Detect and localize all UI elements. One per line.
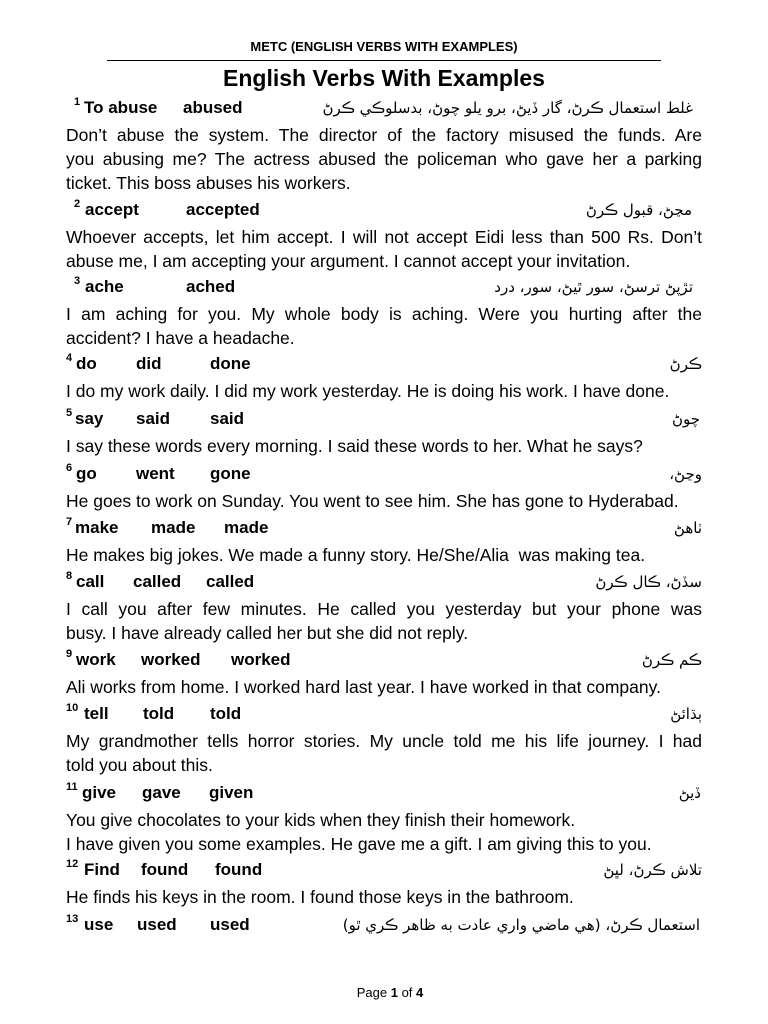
entry-number: 12	[66, 858, 79, 870]
base-form: give	[82, 783, 117, 802]
base-form: do	[76, 354, 97, 373]
verb-entry	[0, 702, 768, 777]
sindhi-meaning: سڏڻ، ڪال ڪرڻ	[595, 573, 702, 591]
running-header: METC (ENGLISH VERBS WITH EXAMPLES)	[250, 39, 518, 54]
verb-forms-row	[0, 648, 768, 675]
past-participle-form: found	[215, 860, 263, 879]
example-line: you abusing me? The actress abused the policeman who gave her a parking	[66, 149, 702, 169]
example-line: My grandmother tells horror stories. My uncle told me his life journey. I had	[66, 731, 702, 751]
base-form: use	[84, 915, 114, 934]
of-label: of	[401, 985, 413, 1000]
base-form: call	[76, 572, 105, 591]
past-form: said	[136, 409, 171, 428]
base-form: ache	[85, 277, 124, 296]
base-form: work	[76, 650, 116, 669]
example-line: ticket. This boss abuses his workers.	[66, 173, 351, 193]
base-form: tell	[84, 704, 109, 723]
verb-entry	[0, 462, 768, 513]
past-form: did	[136, 354, 162, 373]
example-line: Don’t abuse the system. The director of the factory misused the funds. Are	[66, 125, 702, 145]
entry-number: 7	[66, 516, 73, 528]
entry-number: 8	[66, 570, 73, 582]
entry-number: 6	[66, 462, 73, 474]
verb-entry	[0, 96, 768, 195]
verb-entry	[0, 570, 768, 645]
verb-entry	[0, 648, 768, 699]
past-form: used	[137, 915, 177, 934]
sindhi-meaning: استعمال ڪرڻ، (هي ماضي واري عادت به ظاهر ڪري ٿو)	[342, 916, 700, 934]
example-line: Whoever accepts, let him accept. I will not accept Eidi less than 500 Rs. Don’t	[66, 227, 702, 247]
sindhi-meaning: ڪرڻ	[669, 355, 702, 373]
example-line: He makes big jokes. We made a funny story. He/She/Alia was making tea.	[66, 545, 646, 565]
past-form: abused	[183, 98, 243, 117]
past-form: gave	[142, 783, 181, 802]
base-form: To abuse	[84, 98, 158, 117]
verb-forms-row	[0, 275, 768, 302]
past-participle-form: told	[210, 704, 242, 723]
past-form: called	[133, 572, 182, 591]
base-form: go	[76, 464, 97, 483]
past-participle-form: used	[210, 915, 250, 934]
verb-forms-row	[0, 702, 768, 729]
sindhi-meaning: ٺاهڻ	[673, 519, 702, 537]
past-participle-form: done	[210, 354, 251, 373]
entry-number: 3	[74, 275, 81, 287]
verb-forms-row	[0, 96, 768, 123]
sindhi-meaning: چوڻ	[671, 410, 700, 428]
sindhi-meaning: مڃڻ، قبول ڪرڻ	[585, 201, 692, 219]
past-form: accepted	[186, 200, 260, 219]
verb-entry	[0, 858, 768, 909]
past-form: went	[136, 464, 175, 483]
example-line: He goes to work on Sunday. You went to see him. She has gone to Hyderabad.	[66, 491, 679, 511]
document-title: English Verbs With Examples	[223, 65, 545, 91]
entry-number: 9	[66, 648, 73, 660]
past-participle-form: given	[209, 783, 254, 802]
current-page-number: 1	[390, 985, 398, 1000]
verb-forms-row	[0, 570, 768, 597]
example-line: He finds his keys in the room. I found those keys in the bathroom.	[66, 887, 574, 907]
header-divider	[107, 60, 661, 61]
base-form: say	[75, 409, 104, 428]
sindhi-meaning: ڪم ڪرڻ	[641, 651, 702, 669]
verb-entry	[0, 198, 768, 273]
verb-entry	[0, 516, 768, 567]
verb-forms-row	[0, 858, 768, 885]
example-line: busy. I have already called her but she did not reply.	[66, 623, 469, 643]
example-line: I call you after few minutes. He called you yesterday but your phone was	[66, 599, 702, 619]
entry-number: 1	[74, 96, 81, 108]
past-participle-form: worked	[231, 650, 291, 669]
past-participle-form: gone	[210, 464, 251, 483]
base-form: accept	[85, 200, 139, 219]
example-line: told you about this.	[66, 755, 213, 775]
verb-entry	[0, 781, 768, 856]
sindhi-meaning: غلط استعمال ڪرڻ، گار ڏيڻ، برو يلو چوڻ، بدسلوڪي ڪرڻ	[322, 99, 693, 117]
verb-forms-row	[0, 462, 768, 489]
past-form: made	[151, 518, 196, 537]
verb-forms-row	[0, 407, 768, 434]
past-form: worked	[141, 650, 201, 669]
example-line: accident? I have a headache.	[66, 328, 295, 348]
entry-number: 4	[66, 352, 73, 364]
base-form: make	[75, 518, 119, 537]
example-line: Ali works from home. I worked hard last year. I have worked in that company.	[66, 677, 661, 697]
verb-forms-row	[0, 516, 768, 543]
verb-forms-row	[0, 913, 768, 940]
verb-forms-row	[0, 198, 768, 225]
page-footer	[12, 984, 768, 1002]
verb-forms-row	[0, 781, 768, 808]
total-pages-number: 4	[416, 985, 424, 1000]
example-line: abuse me, I am accepting your argument. I cannot accept your invitation.	[66, 251, 631, 271]
verb-entry	[0, 407, 768, 458]
past-participle-form: made	[224, 518, 269, 537]
sindhi-meaning: تڙپڻ ترسڻ، سور ٿيڻ، سور، درد	[494, 278, 693, 296]
base-form: Find	[84, 860, 120, 879]
past-form: ached	[186, 277, 236, 296]
sindhi-meaning: وڃڻ،	[669, 465, 702, 483]
entry-number: 10	[66, 702, 79, 714]
entry-number: 11	[66, 781, 78, 793]
entry-number: 13	[66, 913, 79, 925]
past-form: told	[143, 704, 175, 723]
past-participle-form: called	[206, 572, 255, 591]
past-form: found	[141, 860, 189, 879]
verb-entry	[0, 275, 768, 350]
sindhi-meaning: ڏيڻ	[678, 784, 701, 802]
sindhi-meaning: ٻڌائڻ	[670, 705, 702, 723]
example-line: I am aching for you. My whole body is aching. Were you hurting after the	[66, 304, 702, 324]
past-participle-form: said	[210, 409, 245, 428]
example-line: I do my work daily. I did my work yesterday. He is doing his work. I have done.	[66, 381, 670, 401]
sindhi-meaning: تلاش ڪرڻ، لڀڻ	[603, 861, 702, 879]
entry-number: 2	[74, 198, 81, 210]
page-label: Page	[356, 985, 388, 1000]
example-line: I say these words every morning. I said these words to her. What he says?	[66, 436, 643, 456]
verb-forms-row	[0, 352, 768, 379]
verb-entry	[0, 913, 768, 940]
example-line: You give chocolates to your kids when they finish their homework.	[66, 810, 576, 830]
verb-entry	[0, 352, 768, 403]
example-line: I have given you some examples. He gave me a gift. I am giving this to you.	[66, 834, 652, 854]
entry-number: 5	[66, 407, 73, 419]
